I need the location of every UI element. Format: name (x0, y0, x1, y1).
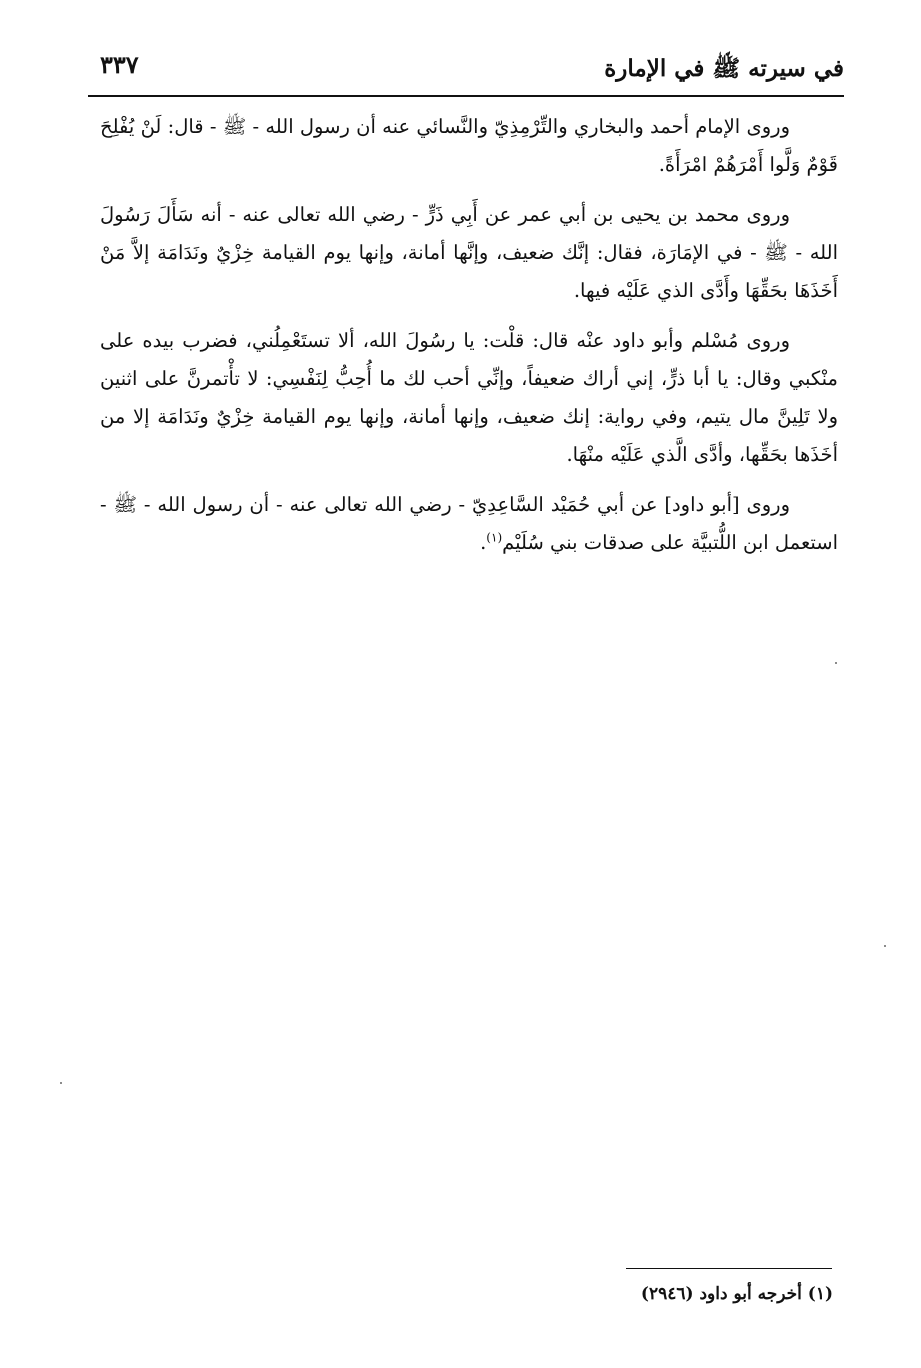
header-rule (88, 95, 844, 97)
paragraph: وروى محمد بن يحيى بن أبي عمر عن أَبِي ذَرٍّ - رضي الله تعالى عنه - أنه سَأَلَ رَسُولَ الله - ﷺ - في الإمَارَة، فقال: إنَّك ضعيف، وإنَّها أمانة، وإنها يوم القيامة خِزْيٌ ونَدَامَة إلاَّ مَنْ أَخَذَهَا بحَقِّهَا وأَدَّى الذي عَلَيْه فيها. (100, 203, 838, 302)
page-header (88, 46, 844, 88)
running-title: في سيرته ﷺ في الإمارة (604, 55, 844, 82)
scan-speck (835, 662, 837, 664)
paragraph (100, 486, 838, 562)
footnote-rule (626, 1268, 832, 1269)
scan-speck (884, 945, 886, 947)
paragraph: وروى مُسْلم وأبو داود عنْه قال: قلْت: يا رسُولَ الله، ألا تستَعْمِلُني، فضرب بيده على منْكبي وقال: يا أبا ذرٍّ، إني أراك ضعيفاً، وإنِّي أحب لك ما أُحِبُّ لِنَفْسِي: لا تأْتمرنَّ على اثنين ولا تَلِينَّ مال يتيم، وفي رواية: إنك ضعيف، وإنها أمانة، وإنها يوم القيامة خِزْيٌ ونَدَامَة إلا من أخَذَها بحَقِّها، وأدَّى الَّذي عَلَيْه منْهَا. (100, 329, 838, 466)
body-text (100, 108, 838, 574)
footnote-reference: (١) (486, 530, 503, 545)
page-number: ٣٣٧ (100, 50, 139, 79)
paragraph: وروى الإمام أحمد والبخاري والتِّرْمِذِيّ والنَّسائي عنه أن رسول الله - ﷺ - قال: لَنْ يُفْلِحَ قَوْمٌ وَلَّوا أَمْرَهُمْ امْرَأَةً. (100, 115, 838, 176)
footnote: (١) أخرجه أبو داود (٢٩٤٦) (640, 1284, 833, 1304)
scan-speck (60, 1082, 62, 1084)
paragraph-end: . (480, 531, 487, 554)
paragraph-text: وروى [أبو داود] عن أبي حُمَيْد السَّاعِدِيّ - رضي الله تعالى عنه - أن رسول الله - ﷺ - استعمل ابن اللُّتبيَّة على صدقات بني سُلَيْم (100, 493, 838, 554)
